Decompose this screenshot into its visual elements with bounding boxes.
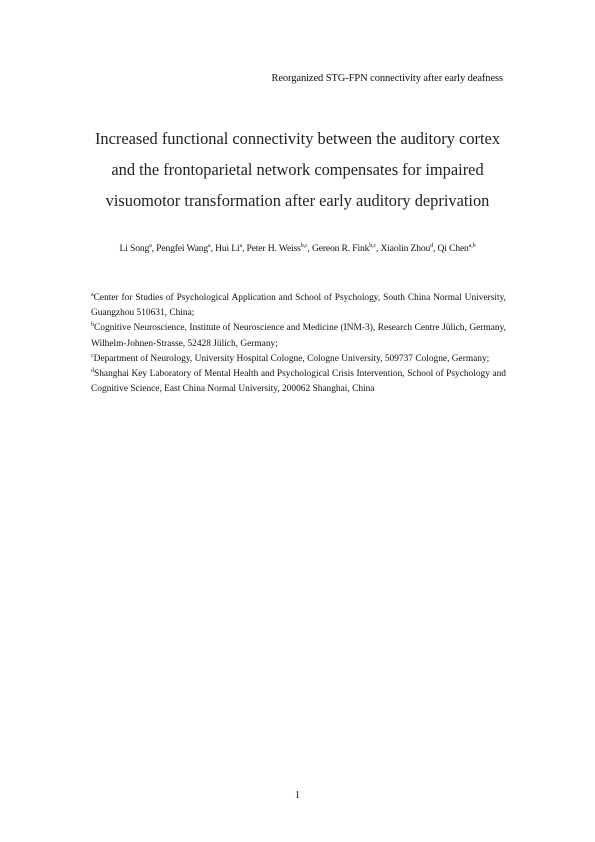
author-affiliation-mark: a bbox=[149, 243, 152, 249]
author-affiliation-mark: a bbox=[208, 243, 211, 249]
title-line: Increased functional connectivity between the auditory cortex bbox=[94, 129, 501, 148]
affiliation-mark: a bbox=[91, 292, 94, 298]
author-affiliation-mark: b,c bbox=[369, 243, 377, 249]
author-name: Peter H. Weiss bbox=[246, 243, 301, 254]
author-affiliation-mark: a bbox=[239, 243, 242, 249]
affiliation-mark: b bbox=[91, 322, 94, 329]
page-number: 1 bbox=[295, 790, 300, 801]
author-name: Qi Chen bbox=[437, 243, 469, 254]
paper-title bbox=[70, 123, 525, 216]
author-affiliation-mark: b,c bbox=[300, 243, 308, 249]
author-name: Xiaolin Zhou bbox=[380, 243, 431, 254]
author-name: Pengfei Wang bbox=[156, 243, 209, 254]
author-name: Li Song bbox=[119, 243, 150, 254]
affiliation-text: Cognitive Neuroscience, Institute of Neuroscience and Medicine (INM-3), Research Centre Jülich, Germany, Wilhelm-Johnen-Strasse, 52428 Jülich, Germany; bbox=[91, 323, 506, 349]
affiliation-item bbox=[91, 321, 506, 351]
affiliation-item bbox=[91, 291, 506, 321]
author-affiliation-mark: a,b bbox=[468, 243, 476, 249]
title-line: visuomotor transformation after early auditory deprivation bbox=[105, 191, 490, 210]
affiliation-item bbox=[91, 352, 506, 367]
affiliation-text: Shanghai Key Laboratory of Mental Health and Psychological Crisis Intervention, School of Psychology and Cognitive Science, East China Normal University, 200062 Shanghai, China bbox=[91, 369, 506, 395]
title-line: and the frontoparietal network compensates for impaired bbox=[111, 160, 484, 179]
author-name: Gereon R. Fink bbox=[311, 243, 370, 254]
affiliation-mark: d bbox=[91, 368, 94, 375]
affiliation-item bbox=[91, 367, 506, 397]
affiliation-list bbox=[91, 291, 506, 397]
running-header: Reorganized STG-FPN connectivity after early deafness bbox=[271, 73, 503, 84]
author-name: Hui Li bbox=[215, 243, 240, 254]
affiliation-text: Center for Studies of Psychological Application and School of Psychology, South China Normal University, Guangzhou 510631, China; bbox=[91, 293, 506, 319]
affiliation-text: Department of Neurology, University Hospital Cologne, Cologne University, 509737 Cologne, Germany; bbox=[93, 353, 490, 364]
author-list: Li Song$^a$, Pengfei Wang$^a$, Hui Li$^a$, Peter H. Weiss$^{b,c}$, Gereon R. Fink$^{b,c}$, Xiaolin Zhou$^d$, Qi Chen$^{a,b}$ bbox=[119, 243, 476, 254]
author-affiliation-mark: d bbox=[430, 243, 434, 249]
affiliation-mark: c bbox=[91, 352, 94, 359]
